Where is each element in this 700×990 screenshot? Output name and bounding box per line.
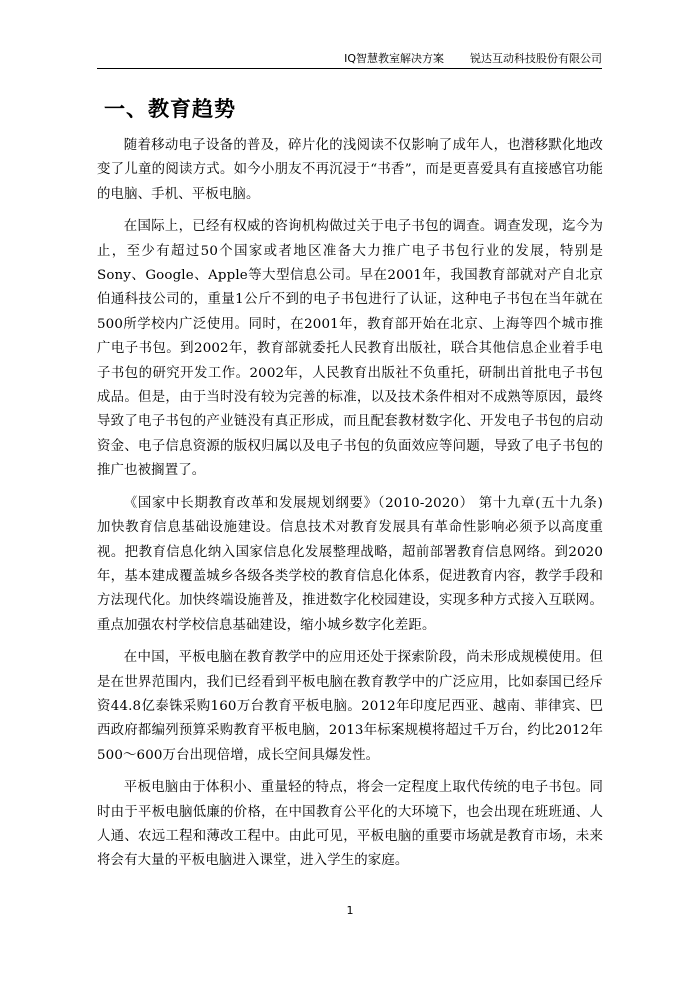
header-doc-title: IQ智慧教室解决方案 — [344, 52, 444, 65]
page-header — [97, 46, 602, 69]
paragraph: 平板电脑由于体积小、重量轻的特点，将会一定程度上取代传统的电子书包。同时由于平板电脑低廉的价格，在中国教育公平化的大环境下，也会出现在班班通、人人通、农远工程和薄改工程中。由此可见，平板电脑的重要市场就是教育市场，未来将会有大量的平板电脑进入课堂，进入学生的家庭。 — [97, 780, 603, 869]
page-number: 1 — [346, 904, 354, 917]
section-title: 一、教育趋势 — [104, 97, 236, 121]
paragraph: 随着移动电子设备的普及，碎片化的浅阅读不仅影响了成年人，也潜移默化地改变了儿童的阅读方式。如今小朋友不再沉浸于“书香”，而是更喜爱具有直接感官功能的电脑、手机、平板电脑。 — [97, 138, 603, 202]
paragraph: 《国家中长期教育改革和发展规划纲要》（2010-2020） 第十九章(五十九条) 加快教育信息基础设施建设。信息技术对教育发展具有革命性影响必须予以高度重视。把教育信息化纳入国家信息化发展整理战略，超前部署教育信息网络。到2020年，基本建成覆盖城乡各级各类学校的教育信息化体系，促进教育内容，教学手段和方法现代化。加快终端设施普及，推进数字化校园建设，实现多种方式接入互联网。重点加强农村学校信息基础建设，缩小城乡数字化差距。 — [97, 495, 603, 633]
paragraph: 在中国，平板电脑在教育教学中的应用还处于探索阶段，尚未形成规模使用。但是在世界范围内，我们已经看到平板电脑在教育教学中的广泛应用，比如泰国已经斥资44.8亿泰铢采购160万台教育平板电脑。2012年印度尼西亚、越南、菲律宾、巴西政府都编列预算采购教育平板电脑，2013年标案规模将超过千万台，约比2012年500～600万台出现倍增，成长空间具爆发性。 — [97, 650, 603, 763]
document-body — [97, 134, 603, 882]
paragraph: 在国际上，已经有权威的咨询机构做过关于电子书包的调查。调查发现，迄今为止，至少有超过50个国家或者地区准备大力推广电子书包行业的发展，特别是Sony、Google、Apple等大型信息公司。早在2001年，我国教育部就对产自北京伯通科技公司的，重量1公斤不到的电子书包进行了认证，这种电子书包在当年就在500所学校内广泛使用。同时，在2001年，教育部开始在北京、上海等四个城市推广电子书包。到2002年，教育部就委托人民教育出版社，联合其他信息企业着手电子书包的研究开发工作。2002年，人民教育出版社不负重托，研制出首批电子书包成品。但是，由于当时没有较为完善的标准，以及技术条件相对不成熟等原因，最终导致了电子书包的产业链没有真正形成，而且配套教材数字化、开发电子书包的启动资金、电子信息资源的版权归属以及电子书包的负面效应等问题，导致了电子书包的推广也被搁置了。 — [97, 219, 603, 479]
header-company: 锐达互动科技股份有限公司 — [470, 52, 602, 65]
